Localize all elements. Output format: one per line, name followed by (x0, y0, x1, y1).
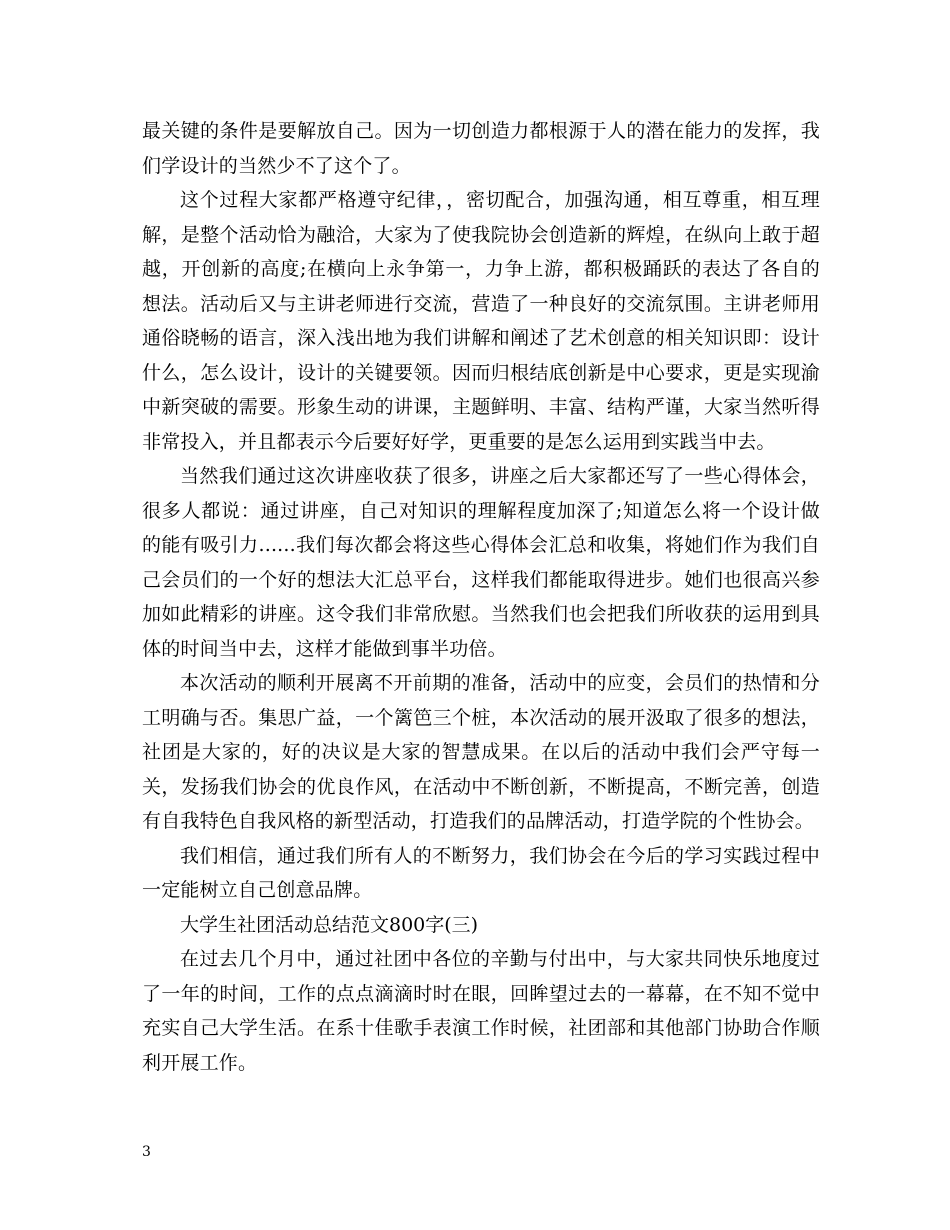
paragraph-2: 这个过程大家都严格遵守纪律，，密切配合，加强沟通，相互尊重，相互理解，是整个活动恰为融洽，大家为了使我院协会创造新的辉煌，在纵向上敢于超越，开创新的高度;在横向上永争第一，力争上游，都积极踊跃的表达了各自的想法。活动后又与主讲老师进行交流，营造了一种良好的交流氛围。主讲老师用通俗晓畅的语言，深入浅出地为我们讲解和阐述了艺术创意的相关知识即：设计什么，怎么设计，设计的关键要领。因而归根结底创新是中心要求，更是实现渝中新突破的需要。形象生动的讲课，主题鲜明、丰富、结构严谨，大家当然听得非常投入，并且都表示今后要好好学，更重要的是怎么运用到实践当中去。 (142, 189, 820, 453)
paragraph-1: 最关键的条件是要解放自己。因为一切创造力都根源于人的潜在能力的发挥，我们学设计的当然少不了这个了。 (142, 120, 820, 177)
paragraph-3: 当然我们通过这次讲座收获了很多，讲座之后大家都还写了一些心得体会，很多人都说：通过讲座，自己对知识的理解程度加深了;知道怎么将一个设计做的能有吸引力......我们每次都会将这些心得体会汇总和收集，将她们作为我们自己会员们的一个好的想法大汇总平台，这样我们都能取得进步。她们也很高兴参加如此精彩的讲座。这令我们非常欣慰。当然我们也会把我们所收获的运用到具体的时间当中去，这样才能做到事半功倍。 (142, 465, 820, 660)
paragraph-4: 本次活动的顺利开展离不开前期的准备，活动中的应变，会员们的热情和分工明确与否。集思广益，一个篱笆三个桩，本次活动的展开汲取了很多的想法，社团是大家的，好的决议是大家的智慧成果。在以后的活动中我们会严守每一关，发扬我们协会的优良作风，在活动中不断创新，不断提高，不断完善，创造有自我特色自我风格的新型活动，打造我们的品牌活动，打造学院的个性协会。 (142, 672, 820, 832)
document-body (142, 114, 820, 1080)
section-heading: 大学生社团活动总结范文800字(三) (180, 913, 479, 936)
paragraph-6: 在过去几个月中，通过社团中各位的辛勤与付出中，与大家共同快乐地度过了一年的时间，工作的点点滴滴时时在眼，回眸望过去的一幕幕，在不知不觉中充实自己大学生活。在系十佳歌手表演工作时候，社团部和其他部门协助合作顺利开展工作。 (142, 948, 820, 1074)
paragraph-5: 我们相信，通过我们所有人的不断努力，我们协会在今后的学习实践过程中一定能树立自己创意品牌。 (142, 844, 820, 901)
page-number: 3 (142, 1144, 151, 1160)
